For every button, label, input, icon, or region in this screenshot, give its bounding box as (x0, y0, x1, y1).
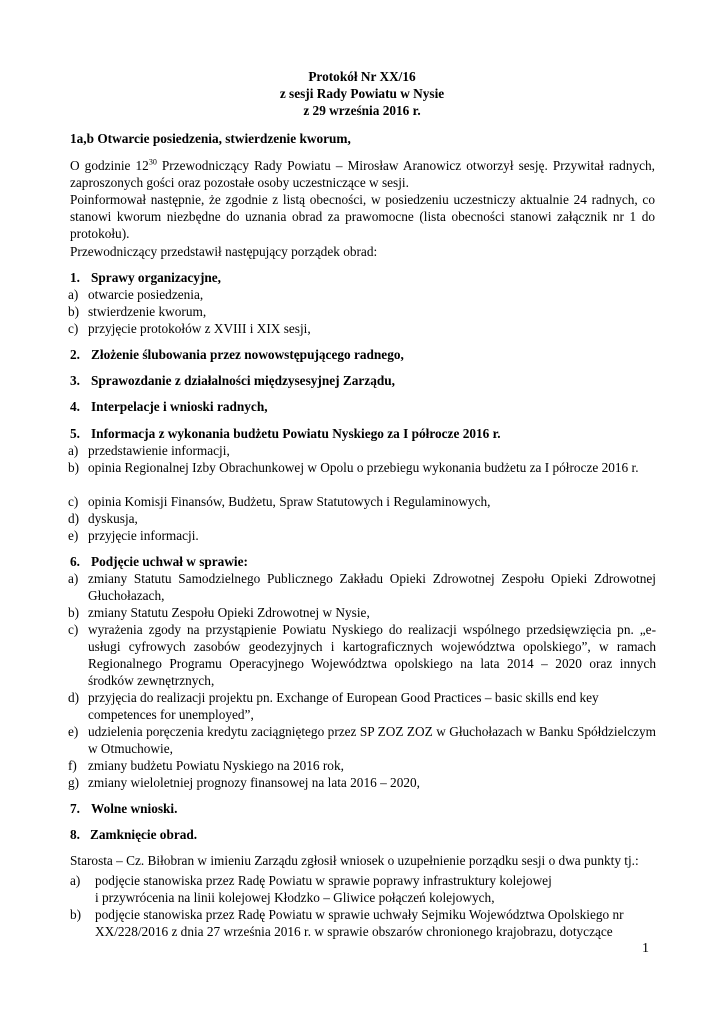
quorum-text: Poinformował następnie, że zgodnie z listą obecności, w posiedzeniu uczestniczy aktualnie 24 radnych, co stanowi kworum niezbędne do uznania obrad za prawomocne (lista obecności stanowi załącznik nr 1 do protokołu). (70, 192, 655, 241)
sub-letter: a) (68, 571, 79, 586)
sub-text: przyjęcie informacji. (88, 528, 199, 543)
sub-text: udzielenia poręczenia kredytu zaciągniętego przez SP ZOZ ZOZ w Głuchołazach w Banku Spółdzielczym w Otmuchowie, (88, 724, 656, 756)
title-line-3: z 29 września 2016 r. (303, 103, 421, 118)
agenda-6-sub-a (68, 570, 656, 604)
agenda-number: 7. (70, 801, 80, 816)
agenda-6-sub-g (68, 774, 656, 791)
agenda-title: Zamknięcie obrad. (90, 827, 198, 842)
sub-letter: f) (68, 758, 77, 773)
sub-letter: c) (68, 622, 79, 637)
agenda-title: Interpelacje i wnioski radnych, (91, 399, 268, 414)
agenda-1-sub-a (68, 286, 656, 303)
section-heading: 1a,b Otwarcie posiedzenia, stwierdzenie kworum, (70, 131, 351, 146)
sub-text: stwierdzenie kworum, (88, 304, 207, 319)
motion-line-1: podjęcie stanowiska przez Radę Powiatu w sprawie uchwały Sejmiku Województwa Opolskiego nr (95, 907, 624, 922)
agenda-number: 8. (70, 827, 80, 842)
sub-text: przedstawienie informacji, (88, 443, 230, 458)
sub-letter: c) (68, 494, 79, 509)
sub-text: zmiany Statutu Samodzielnego Publicznego Zakładu Opieki Zdrowotnej Zespołu Opieki Zdrowotnej Głuchołazach, (88, 571, 656, 603)
agenda-intro (70, 243, 655, 260)
sub-letter: b) (68, 605, 80, 620)
agenda-5-sub-b (68, 459, 648, 476)
agenda-6-sub-d (68, 689, 656, 723)
sub-text: zmiany Statutu Zespołu Opieki Zdrowotnej w Nysie, (88, 605, 370, 620)
agenda-number: 3. (70, 373, 80, 388)
section-1-heading (70, 130, 655, 147)
agenda-1-sub-c (68, 320, 656, 337)
agenda-title: Wolne wnioski. (91, 801, 178, 816)
sub-text: zmiany wieloletniej prognozy finansowej na lata 2016 – 2020, (88, 775, 420, 790)
title-line-1: Protokół Nr XX/16 (308, 69, 416, 84)
motion-line-2: XX/228/2016 z dnia 27 września 2016 r. w sprawie obszarów chronionego krajobrazu, dotyczące (95, 924, 613, 939)
agenda-6-sub-b (68, 604, 656, 621)
motion-text (95, 872, 655, 906)
sub-text: dyskusja, (88, 511, 138, 526)
agenda-title: Informacja z wykonania budżetu Powiatu Nyskiego za I półrocze 2016 r. (91, 426, 501, 441)
agenda-number: 5. (70, 426, 80, 441)
time-superscript: 30 (148, 157, 157, 167)
sub-text: przyjęcia do realizacji projektu pn. Exchange of European Good Practices – basic skills end key competences for unemployed”, (88, 690, 599, 722)
sub-letter: e) (68, 724, 79, 739)
agenda-number: 2. (70, 347, 80, 362)
agenda-6-sub-c (68, 621, 656, 689)
sub-letter: d) (68, 690, 80, 705)
sub-text: wyrażenia zgody na przystąpienie Powiatu Nyskiego do realizacji wspólnego przedsięwzięcia pn. „e-usługi cyfrowych zasobów geodezyjnych i kartograficznych województwa opolskiego”, w ramach Regionalnego Programu Operacyjnego Województwa opolskiego na lata 2014 – 2020 oraz innych środków zewnętrznych, (88, 622, 656, 688)
agenda-6-sub-f (68, 757, 656, 774)
sub-letter: b) (68, 304, 80, 319)
sub-text: opinia Komisji Finansów, Budżetu, Spraw Statutowych i Regulaminowych, (88, 494, 491, 509)
page-number: 1 (642, 941, 649, 956)
motion-intro (70, 852, 670, 869)
sub-letter: e) (68, 528, 79, 543)
motion-letter: b) (70, 907, 82, 922)
agenda-title: Podjęcie uchwał w sprawie: (91, 554, 248, 569)
opening-paragraph (70, 157, 655, 242)
motion-letter: a) (70, 873, 81, 888)
sub-text: otwarcie posiedzenia, (88, 287, 204, 302)
sub-text: przyjęcie protokołów z XVIII i XIX sesji, (88, 321, 311, 336)
sub-letter: a) (68, 287, 79, 302)
motion-text (95, 906, 655, 940)
agenda-title: Złożenie ślubowania przez nowowstępującego radnego, (91, 347, 404, 362)
sub-text: zmiany budżetu Powiatu Nyskiego na 2016 rok, (88, 758, 344, 773)
agenda-1-sub-b (68, 303, 656, 320)
agenda-5-sub-a (68, 442, 656, 459)
title-line-2: z sesji Rady Powiatu w Nysie (279, 86, 445, 101)
agenda-5-sub-d (68, 510, 656, 527)
agenda-6-sub-e (68, 723, 656, 757)
sub-text: opinia Regionalnej Izby Obrachunkowej w Opolu o przebiegu wykonania budżetu za I półrocze 2016 r. (88, 460, 639, 475)
document-title (0, 68, 724, 119)
agenda-title: Sprawy organizacyjne, (91, 270, 222, 285)
sub-letter: a) (68, 443, 79, 458)
opening-text-start: O godzinie 12 (70, 158, 149, 173)
motion-line-2: i przywrócenia na linii kolejowej Kłodzko – Gliwice połączeń kolejowych, (95, 890, 495, 905)
agenda-5-sub-e (68, 527, 656, 544)
opening-text (70, 157, 655, 191)
agenda-5-sub-c (68, 493, 656, 510)
sub-letter: b) (68, 460, 80, 475)
agenda-title: Sprawozdanie z działalności międzysesyjnej Zarządu, (91, 373, 395, 388)
opening-text-rest: Przewodniczący Rady Powiatu – Mirosław Aranowicz otworzył sesję. Przywitał radnych, zaproszonych gości oraz pozostałe osoby uczestniczące w sesji. (70, 158, 656, 190)
agenda-intro-text: Przewodniczący przedstawił następujący porządek obrad: (70, 244, 378, 259)
agenda-number: 6. (70, 554, 80, 569)
motion-line-1: podjęcie stanowiska przez Radę Powiatu w sprawie poprawy infrastruktury kolejowej (95, 873, 552, 888)
motion-intro-text: Starosta – Cz. Biłobran w imieniu Zarządu zgłosił wniosek o uzupełnienie porządku sesji o dwa punkty tj.: (70, 853, 639, 868)
agenda-number: 1. (70, 270, 80, 285)
sub-letter: g) (68, 775, 80, 790)
agenda-number: 4. (70, 399, 80, 414)
sub-letter: c) (68, 321, 79, 336)
sub-letter: d) (68, 511, 80, 526)
